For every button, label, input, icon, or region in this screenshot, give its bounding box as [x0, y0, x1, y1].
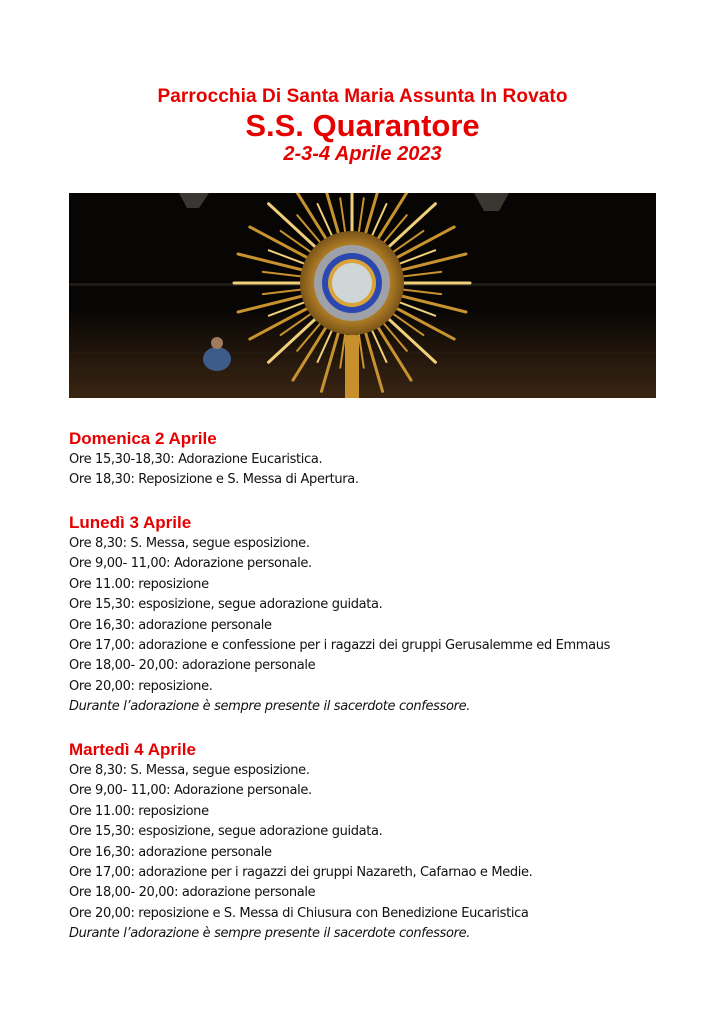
parish-name: Parrocchia Di Santa Maria Assunta In Rovato: [157, 86, 568, 107]
monstrance-photo: [69, 193, 656, 398]
schedule-line: Ore 15,30: esposizione, segue adorazione guidata.: [69, 597, 383, 613]
schedule-line: Ore 17,00: adorazione per i ragazzi dei gruppi Nazareth, Cafarnao e Medie.: [69, 865, 533, 881]
day-title: Martedì 4 Aprile: [69, 740, 196, 759]
schedule-line: Ore 20,00: reposizione.: [69, 678, 213, 694]
confessor-note: Durante l’adorazione è sempre presente il sacerdote confessore.: [69, 926, 470, 942]
schedule-line: Ore 18,30: Reposizione e S. Messa di Apertura.: [69, 472, 359, 488]
schedule-line: Ore 11.00: reposizione: [69, 803, 209, 819]
schedule-line: Ore 15,30-18,30: Adorazione Eucaristica.: [69, 452, 323, 467]
schedule-line: Ore 18,00- 20,00: adorazione personale: [69, 658, 316, 674]
event-dates: 2-3-4 Aprile 2023: [283, 143, 442, 165]
schedule-line: Ore 9,00- 11,00: Adorazione personale.: [69, 556, 312, 572]
day-section-martedi: [69, 740, 689, 945]
schedule-line: Ore 16,30: adorazione personale: [69, 617, 272, 633]
schedule-line: Ore 9,00- 11,00: Adorazione personale.: [69, 783, 312, 799]
schedule-line: Ore 16,30: adorazione personale: [69, 844, 272, 860]
day-title: Domenica 2 Aprile: [69, 429, 217, 448]
schedule-line: Ore 11.00: reposizione: [69, 576, 209, 592]
schedule-line: Ore 17,00: adorazione e confessione per i ragazzi dei gruppi Gerusalemme ed Emmaus: [69, 638, 611, 654]
monstrance-stem: [345, 335, 359, 398]
schedule-line: Ore 18,00- 20,00: adorazione personale: [69, 885, 316, 901]
schedule-line: Ore 8,30: S. Messa, segue esposizione.: [69, 763, 310, 778]
confessor-note: Durante l’adorazione è sempre presente il sacerdote confessore.: [69, 699, 470, 715]
monstrance-illustration: [69, 193, 656, 398]
event-title: S.S. Quarantore: [245, 108, 480, 143]
schedule-line: Ore 20,00: reposizione e S. Messa di Chiusura con Benedizione Eucaristica: [69, 905, 529, 921]
day-title: Lunedì 3 Aprile: [69, 513, 192, 532]
day-section-domenica: [69, 429, 689, 491]
lunette-glass: [332, 263, 372, 303]
schedule-line: Ore 15,30: esposizione, segue adorazione guidata.: [69, 824, 383, 840]
day-section-lunedi: [69, 513, 689, 718]
schedule-line: Ore 8,30: S. Messa, segue esposizione.: [69, 536, 310, 551]
